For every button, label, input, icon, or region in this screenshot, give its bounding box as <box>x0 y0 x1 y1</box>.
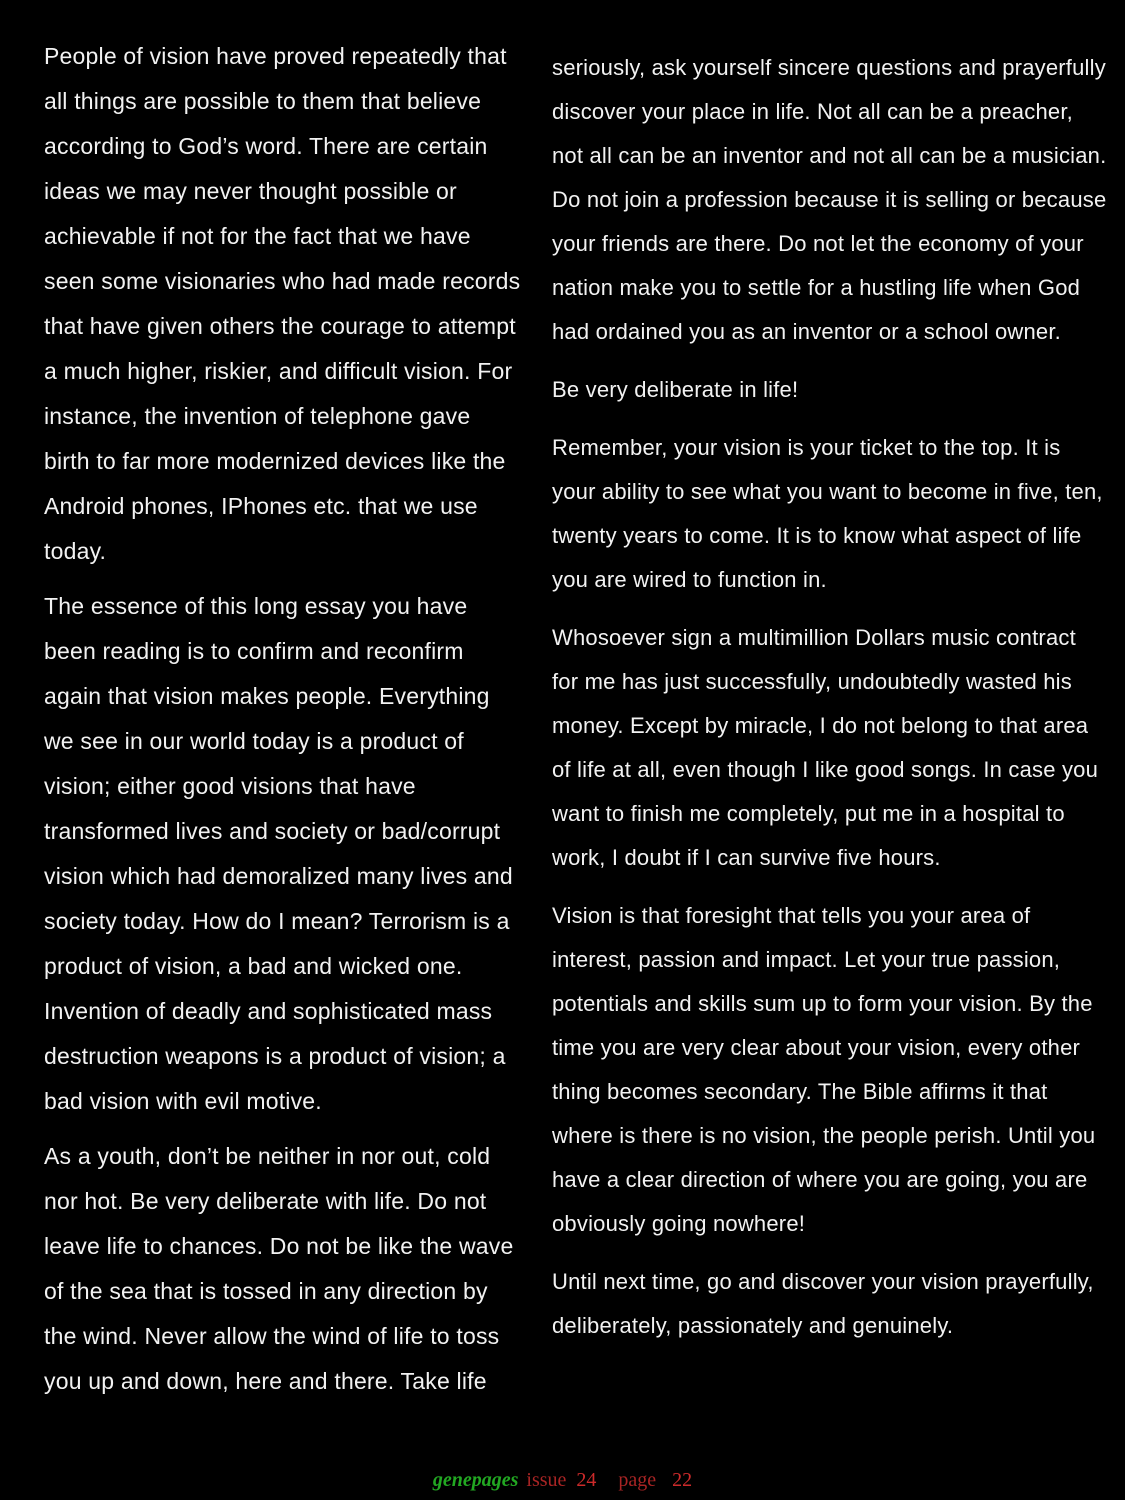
body-paragraph: As a youth, don’t be neither in nor out, cold nor hot. Be very deliberate with life. Do not leave life to chances. Do not be like the wave of the sea that is tossed in any direction by the wind. Never allow the wind of life to toss you up and down, here and there. Take life <box>44 1143 514 1394</box>
body-paragraph: Until next time, go and discover your vision prayerfully, deliberately, passionately and genuinely. <box>552 1269 1094 1338</box>
body-paragraph: Vision is that foresight that tells you your area of interest, passion and impact. Let your true passion, potentials and skills sum up to form your vision. By the time you are very clear about your vision, every other thing becomes secondary. The Bible affirms it that where is there is no vision, the people perish. Until you have a clear direction of where you are going, you are obviously going nowhere! <box>552 903 1096 1236</box>
body-paragraph: Remember, your vision is your ticket to the top. It is your ability to see what you want to become in five, ten, twenty years to come. It is to know what aspect of life you are wired to function in. <box>552 435 1103 592</box>
footer-page-number: 22 <box>672 1469 693 1491</box>
footer-page-label: page <box>618 1469 657 1491</box>
body-paragraph: Whosoever sign a multimillion Dollars music contract for me has just successfully, undoubtedly wasted his money. Except by miracle, I do not belong to that area of life at all, even though I like good songs. In case you want to finish me completely, put me in a hospital to work, I doubt if I can survive five hours. <box>552 625 1099 870</box>
body-paragraph: Be very deliberate in life! <box>552 377 799 402</box>
right-text-column <box>552 46 1108 1362</box>
footer-issue-number: 24 <box>576 1469 597 1491</box>
body-paragraph: People of vision have proved repeatedly that all things are possible to them that believe according to God’s word. There are certain ideas we may never thought possible or achievable if not for the fact that we have seen some visionaries who had made records that have given others the courage to attempt a much higher, riskier, and difficult vision. For instance, the invention of telephone gave birth to far more modernized devices like the Android phones, IPhones etc. that we use today. <box>44 43 521 564</box>
page-footer <box>0 1468 1125 1492</box>
footer-brand: genepages <box>432 1469 519 1491</box>
body-paragraph: The essence of this long essay you have been reading is to confirm and reconfirm again that vision makes people. Everything we see in our world today is a product of vision; either good visions that have transformed lives and society or bad/corrupt vision which had demoralized many lives and society today. How do I mean? Terrorism is a product of vision, a bad and wicked one. Invention of deadly and sophisticated mass destruction weapons is a product of vision; a bad vision with evil motive. <box>44 593 513 1114</box>
left-text-column <box>44 34 522 1414</box>
body-paragraph: seriously, ask yourself sincere questions and prayerfully discover your place in life. Not all can be a preacher, not all can be an inventor and not all can be a musician. Do not join a profession because it is selling or because your friends are there. Do not let the economy of your nation make you to settle for a hustling life when God had ordained you as an inventor or a school owner. <box>552 55 1107 344</box>
footer-issue-label: issue <box>526 1469 567 1491</box>
